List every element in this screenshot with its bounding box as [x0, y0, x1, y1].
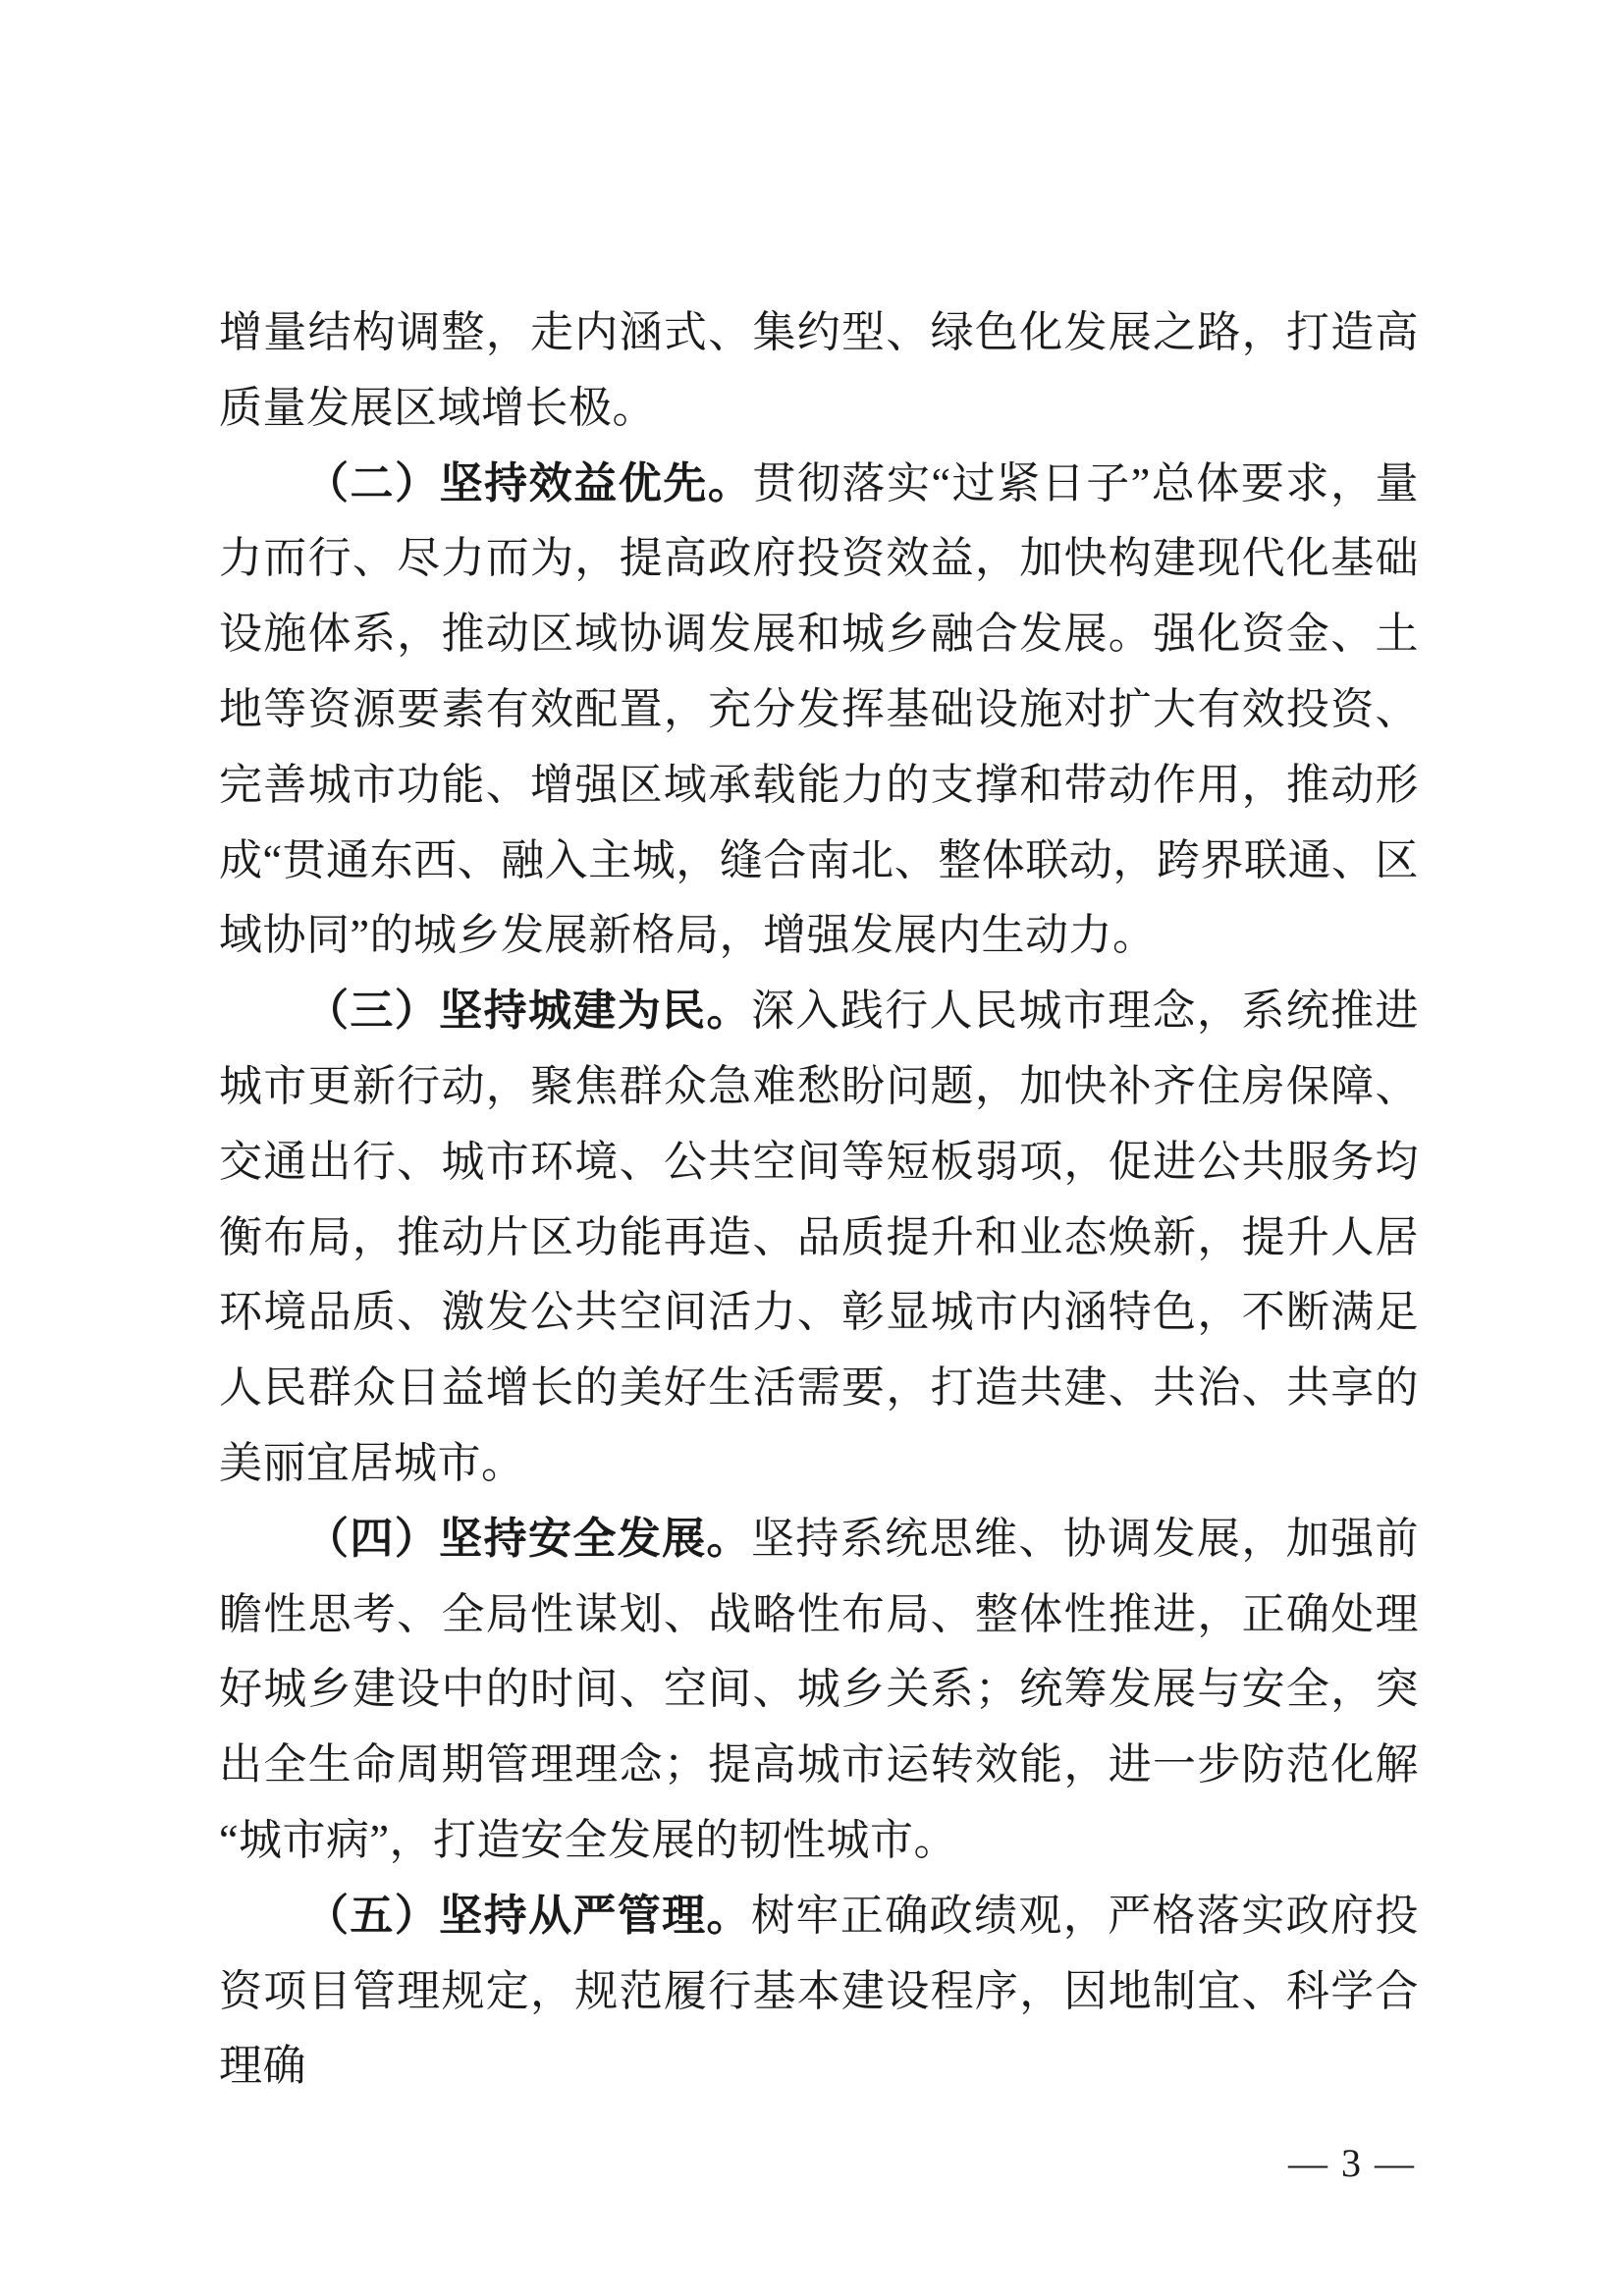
paragraph-item-3-text: 深入践行人民城市理念，系统推进城市更新行动，聚焦群众急难愁盼问题，加快补齐住房保障、交通出行、城市环境、公共空间等短板弱项，促进公共服务均衡布局，推动片区功能再造、品质提升和业态焕新，提升人居环境品质、激发公共空间活力、彰显城市内涵特色，不断满足人民群众日益增长的美好生活需要，打造共建、共治、共享的美丽宜居城市。 — [219, 987, 1420, 1487]
paragraph-continuation-text: 增量结构调整，走内涵式、集约型、绿色化发展之路，打造高质量发展区域增长极。 — [219, 308, 1419, 432]
paragraph-item-5-text: 树牢正确政绩观，严格落实政府投资项目管理规定，规范履行基本建设程序，因地制宜、科学合理确 — [219, 1891, 1420, 2091]
paragraph-item-4-lead: （四）坚持安全发展。 — [305, 1514, 751, 1563]
document-body — [219, 295, 1419, 2105]
paragraph-item-5 — [219, 1879, 1419, 2105]
paragraph-item-2 — [219, 447, 1419, 975]
paragraph-item-3-lead: （三）坚持城建为民。 — [305, 987, 751, 1036]
page-footer — [1241, 2099, 1416, 2228]
paragraph-continuation — [219, 295, 1419, 447]
paragraph-item-2-text: 贯彻落实“过紧日子”总体要求，量力而行、尽力而为，提高政府投资效益，加快构建现代化基础设施体系，推动区域协调发展和城乡融合发展。强化资金、土地等资源要素有效配置，充分发挥基础设施对扩大有效投资、完善城市功能、增强区域承载能力的支撑和带动作用，推动形成“贯通东西、融入主城，缝合南北、整体联动，跨界联通、区域协同”的城乡发展新格局，增强发展内生动力。 — [219, 458, 1419, 960]
paragraph-item-4 — [219, 1502, 1419, 1879]
paragraph-item-4-text: 坚持系统思维、协调发展，加强前瞻性思考、全局性谋划、战略性布局、整体性推进，正确处理好城乡建设中的时间、空间、城乡关系；统筹发展与安全，突出全生命周期管理理念；提高城市运转效能，进一步防范化解“城市病”，打造安全发展的韧性城市。 — [219, 1514, 1420, 1864]
paragraph-item-3 — [219, 974, 1419, 1502]
paragraph-item-2-lead: （二）坚持效益优先。 — [305, 458, 753, 507]
paragraph-item-5-lead: （五）坚持从严管理。 — [305, 1891, 751, 1940]
page-number: — 3 — — [1288, 2141, 1416, 2185]
